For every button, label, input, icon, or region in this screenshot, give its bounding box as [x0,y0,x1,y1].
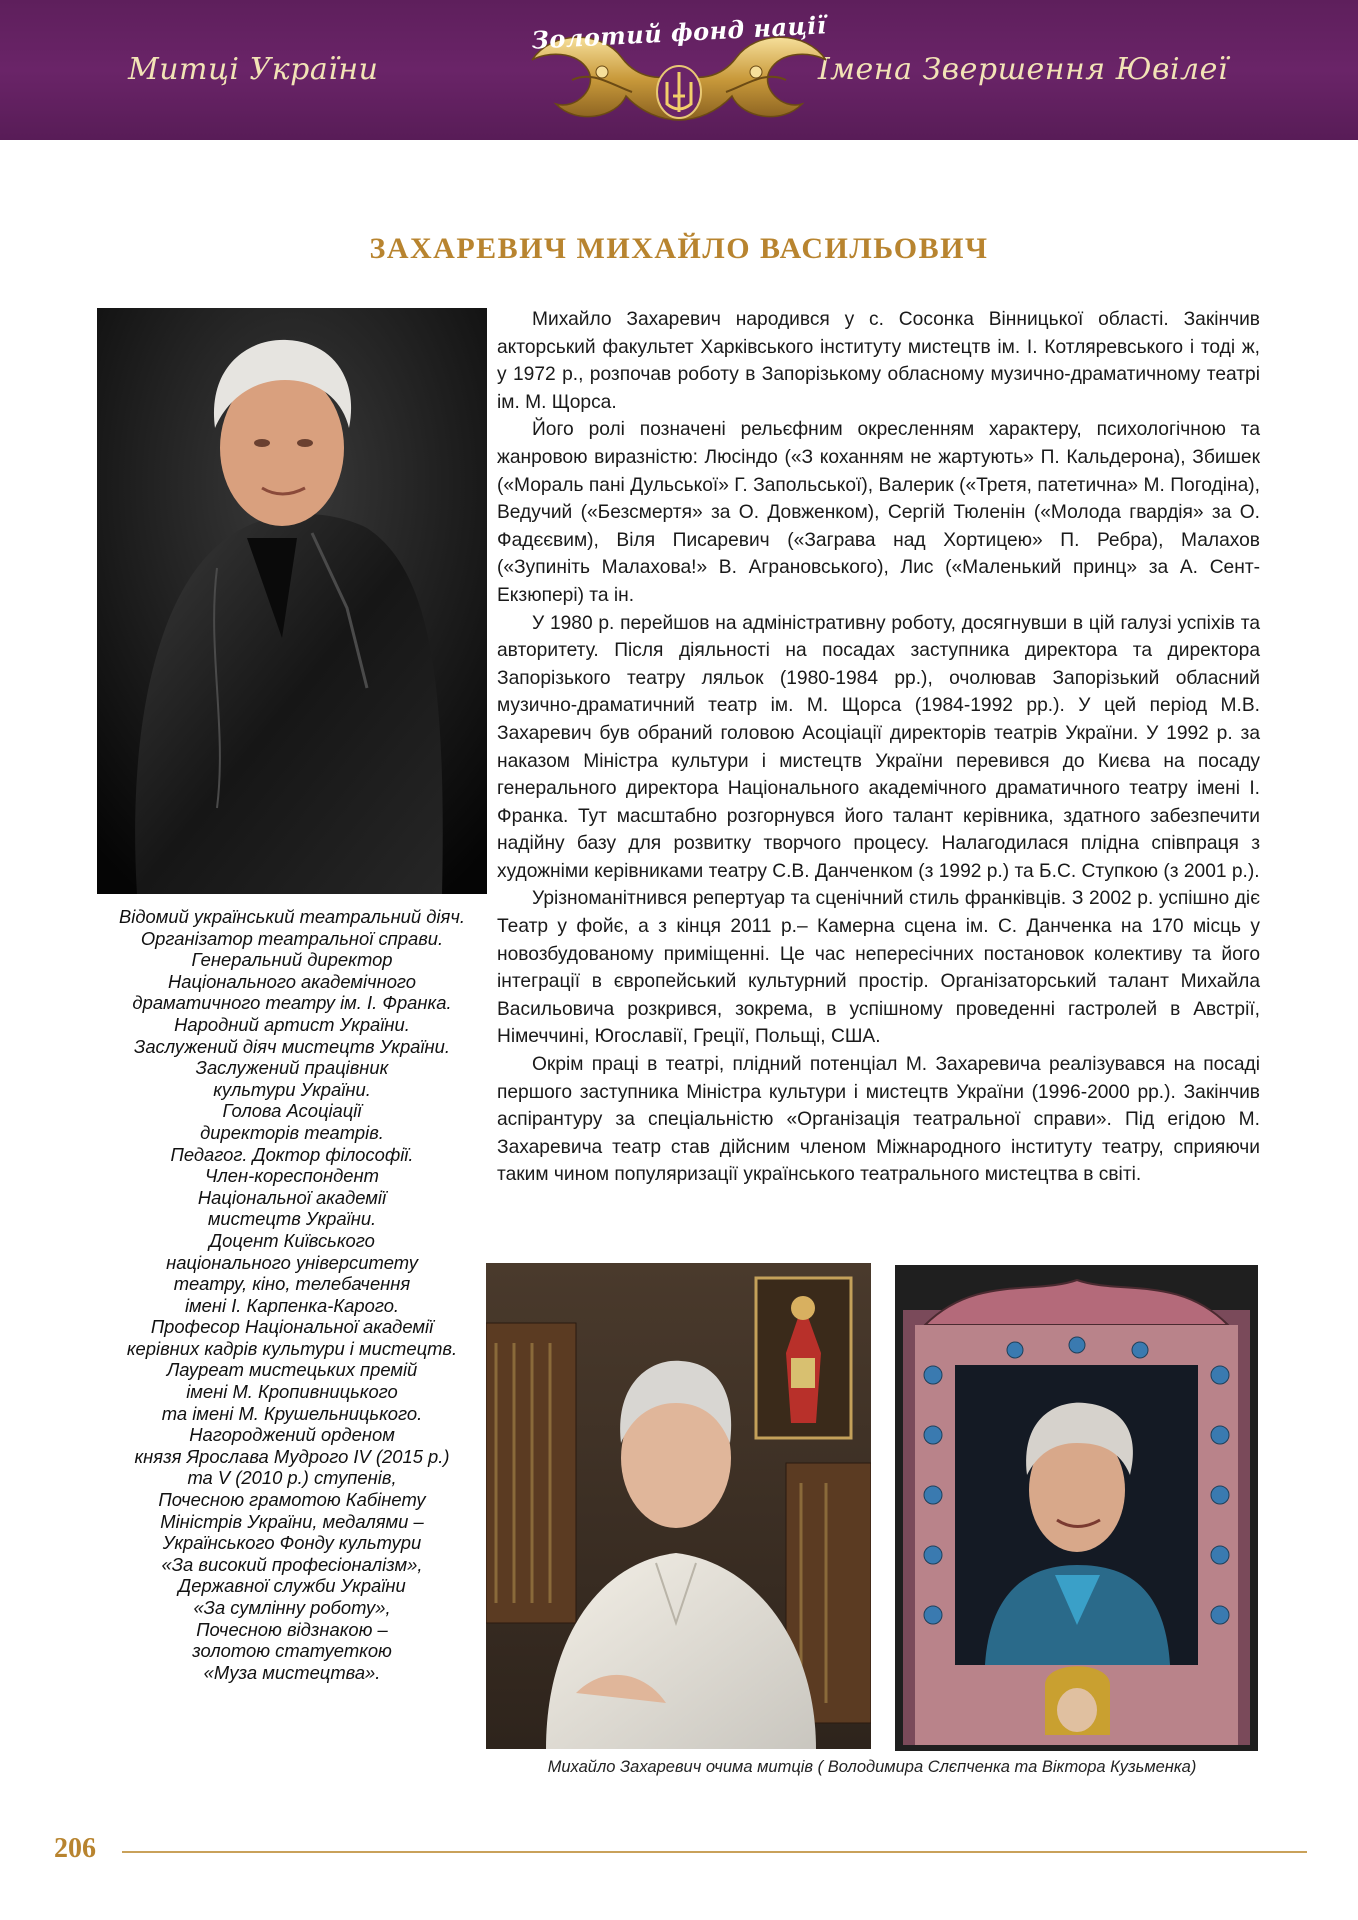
caption-line: Почесною відзнакою – [196,1618,388,1640]
caption-line: Професор Національної академії [150,1316,434,1338]
caption-line: Лауреат мистецьких премій [166,1359,418,1381]
page-title: ЗАХАРЕВИЧ МИХАЙЛО ВАСИЛЬОВИЧ [369,232,989,265]
header-right-title: Імена Звершення Ювілеї [817,52,1228,87]
article-paragraph: Окрім праці в театрі, плідний потенціал М. Захаревича реалізувався на посаді першого заступника Міністра культури і мистецтв України (1996-2000 рр.). Закінчив аспірантуру за спеціальністю «Організація театральної справи». Під егідою М. Захаревича театр став дійсним членом Міжнародного інституту театру, сприяючи таким чином популяризації українського театрального мистецтва в світі. [497,1054,1260,1186]
caption-line: Заслужений працівник [195,1057,389,1079]
caption-line: Організатор театральної справи. [140,927,444,949]
caption-line: Відомий український театральний діяч. [119,906,465,927]
caption-line: Національної академії [197,1186,387,1208]
caption-line: Педагог. Доктор філософії. [170,1143,414,1165]
caption-line: Національного академічного [167,970,417,992]
caption-line: та імені М. Крушельницького. [161,1402,423,1424]
caption-line: національного університету [166,1251,418,1273]
footer-divider [122,1851,1307,1853]
caption-line: Заслужений діяч мистецтв України. [134,1035,450,1057]
caption-line: Нагороджений орденом [189,1424,395,1446]
article-paragraph: Урізноманітнився репертуар та сценічний стиль франківців. З 2002 р. успішно діє Театр у фойє, а з кінця 2011 р.– Камерна сцена ім. С. Данченка на 170 місць у новозбудованому приміщенні. Це час непересічних постановок колективу та його інтеграції в європейський культурний простір. Організаторський талант Михайла Васильовича розкрився, зокрема, в успішному проведенні гастролей в Австрії, Німеччині, Югославії, Греції, Польщі, США. [497,888,1260,1048]
caption-line: «Муза мистецтва». [203,1661,381,1683]
caption-line: «За сумлінну роботу», [193,1597,391,1618]
caption-line: Голова Асоціації [222,1100,362,1122]
caption-line: мистецтв України. [207,1208,377,1230]
caption-line: та V (2010 р.) ступенів, [187,1467,397,1489]
caption-line: Українського Фонду культури [162,1532,422,1554]
caption-line: Почесною грамотою Кабінету [158,1489,426,1511]
caption-line: Генеральний директор [191,949,393,971]
caption-line: Член-кореспондент [205,1165,379,1187]
page-number: 206 [54,1833,96,1864]
caption-line: князя Ярослава Мудрого IV (2015 р.) [134,1445,450,1467]
caption-line: Міністрів України, медалями – [160,1510,424,1532]
caption-line: Доцент Київського [209,1229,375,1251]
article-paragraph: Михайло Захаревич народився у с. Сосонка Вінницької області. Закінчив акторський факультет Харківського інституту мистецтв ім. І. Котляревського і тоді ж, у 1972 р., розпочав роботу в Запорізькому обласному музично-драматичному театрі ім. М. Щорса. [497,309,1260,413]
sidebar-caption [93,906,491,1683]
header-left-title: Митці України [128,52,379,87]
caption-line: театру, кіно, телебачення [173,1273,411,1295]
article-body [497,306,1260,1189]
caption-line: директорів театрів. [200,1121,384,1143]
caption-line: Народний артист України. [174,1013,410,1035]
emblem-title: Золотий фонд нації [530,10,828,55]
caption-line: драматичного театру ім. І. Франка. [132,992,452,1014]
painting-2 [895,1265,1258,1751]
caption-line: «За високий професіоналізм», [161,1553,423,1575]
caption-line: імені І. Карпенка-Карого. [184,1294,400,1316]
article-paragraph: Його ролі позначені рельєфним окресленням характеру, психологічною та жанровою виразністю: Люсіндо («З коханням не жартують» П. Кальдерона), Збишек («Мораль пані Дульської» Г. Запольської), Валерик («Третя, патетична» М. Погодіна), Ведучий («Безсмертя» за О. Довженком), Сергій Тюленін («Молода гвардія» за О. Фадєєвим), Віля Писаревич («Заграва над Хортицею» П. Ребра), Малахов («Зупиніть Малахова!» В. Аграновського), Лис («Маленький принц» за А. Сент-Екзюпері) та ін. [497,419,1260,606]
caption-line: керівних кадрів культури і мистецтв. [126,1337,458,1359]
article-paragraph: У 1980 р. перейшов на адміністративну роботу, досягнувши в цій галузі успіхів та авторитету. Після діяльності на посадах заступника директора та директора Запорізького театру ляльок (1980-1984 рр.), очолював Запорізький обласний музично-драматичний театр ім. М. Щорса (1984-1992 рр.). У цей період М.В. Захаревич був обраний головою Асоціації директорів театрів України. У 1992 р. за наказом Міністра культури і мистецтв України перевився до Києва на посаду генерального директора Національного академічного драматичного театру імені І. Франка. Тут масштабно розгорнувся його талант керівника, здатного забезпечити надійну базу для розвитку творчого процесу. Налагодилася плідна співпраця з художніми керівниками театру С.В. Данченком (з 1992 р.) та Б.С. Ступкою (з 2001 р.). [497,612,1260,882]
caption-line: культури України. [213,1078,371,1100]
portrait-photo [97,308,487,894]
caption-line: золотою статуеткою [192,1640,392,1662]
paintings-caption: Михайло Захаревич очима митців ( Володимира Слєпченка та Віктора Кузьменка) [547,1758,1197,1776]
emblem [512,0,846,140]
caption-line: Державної служби України [178,1575,406,1597]
caption-line: імені М. Кропивницького [186,1381,398,1403]
painting-1 [486,1263,871,1749]
